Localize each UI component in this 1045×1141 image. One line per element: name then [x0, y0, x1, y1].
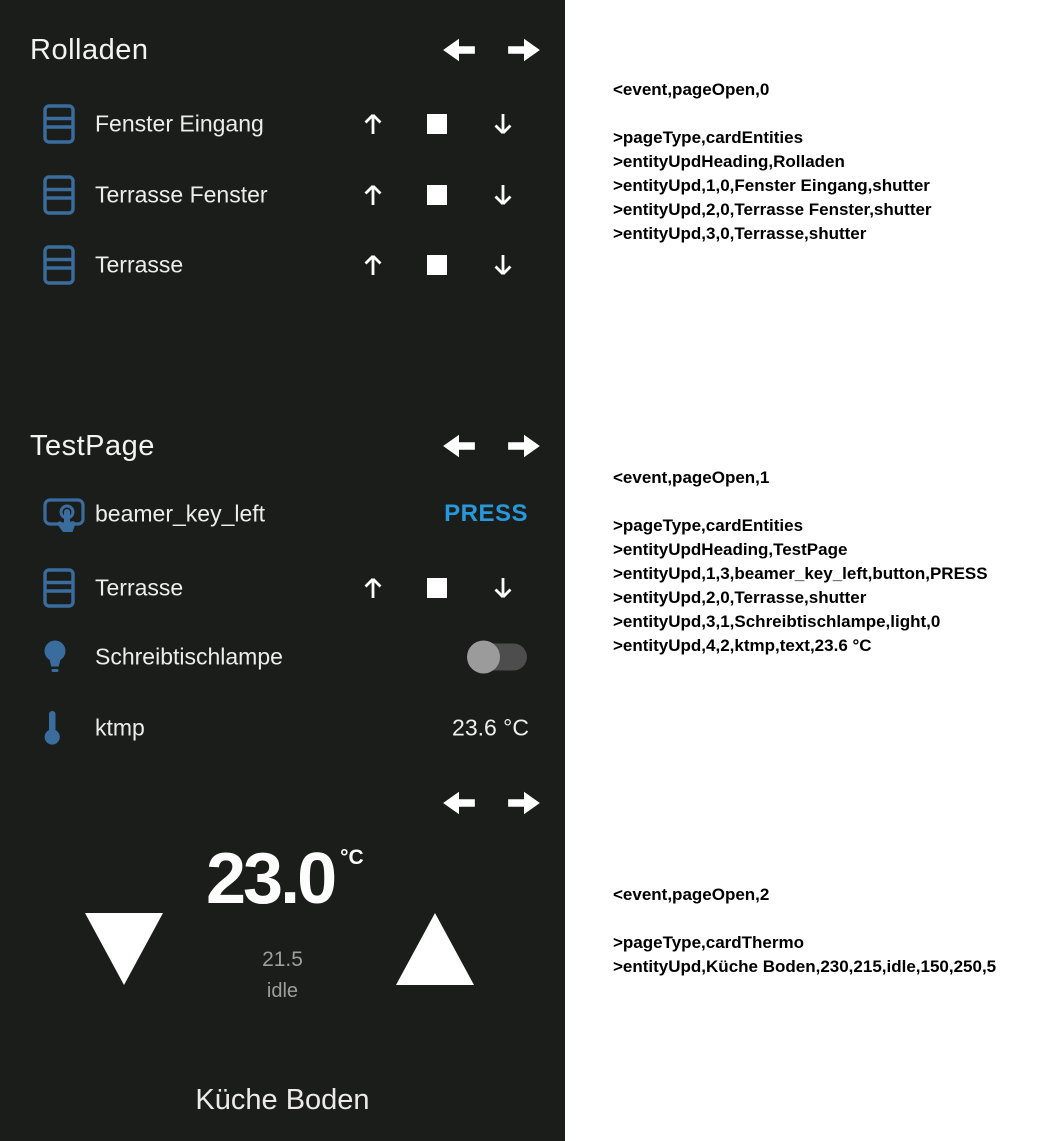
entity-label: Schreibtischlampe	[95, 643, 283, 670]
page-nav	[441, 432, 542, 460]
protocol-block-1	[613, 78, 1043, 246]
thermostat-title: Küche Boden	[195, 1084, 370, 1116]
protocol-line: >entityUpdHeading,TestPage	[613, 540, 848, 559]
nav-next-icon[interactable]	[506, 36, 542, 64]
shutter-down-button[interactable]	[489, 110, 517, 138]
entity-row	[0, 241, 565, 289]
protocol-block-3	[613, 883, 1043, 979]
card-header	[30, 28, 542, 72]
protocol-line: >pageType,cardEntities	[613, 516, 804, 535]
entity-label: Terrasse Fenster	[95, 181, 268, 208]
entity-row	[0, 564, 565, 612]
protocol-line: >entityUpd,Küche Boden,230,215,idle,150,250,5	[613, 957, 997, 976]
entity-label: Terrasse	[95, 251, 184, 278]
shutter-stop-button[interactable]	[427, 255, 447, 275]
shutter-stop-button[interactable]	[427, 114, 447, 134]
nav-prev-icon[interactable]	[441, 36, 477, 64]
window-shutter-icon	[42, 174, 76, 216]
entity-row	[0, 633, 565, 681]
protocol-line: <event,pageOpen,2	[613, 885, 770, 904]
entity-label: beamer_key_left	[95, 500, 266, 527]
protocol-line: >entityUpd,4,2,ktmp,text,23.6 °C	[613, 636, 872, 655]
entity-row	[0, 171, 565, 219]
shutter-stop-button[interactable]	[427, 185, 447, 205]
hvac-state: idle	[266, 980, 299, 1002]
protocol-line: >entityUpd,3,1,Schreibtischlampe,light,0	[613, 612, 941, 631]
nav-next-icon[interactable]	[506, 789, 542, 817]
protocol-line: >entityUpd,3,0,Terrasse,shutter	[613, 224, 867, 243]
page-nav	[441, 36, 542, 64]
window-shutter-icon	[42, 244, 76, 286]
lightbulb-icon	[42, 639, 68, 675]
shutter-down-button[interactable]	[489, 574, 517, 602]
toggle-knob[interactable]	[467, 641, 500, 674]
entity-label: Fenster Eingang	[95, 110, 264, 137]
entity-row	[0, 490, 565, 538]
shutter-stop-button[interactable]	[427, 578, 447, 598]
gesture-tap-button-icon	[42, 495, 86, 533]
card-header	[30, 424, 542, 468]
protocol-line: >entityUpdHeading,Rolladen	[613, 152, 845, 171]
shutter-down-button[interactable]	[489, 251, 517, 279]
page-nav	[441, 789, 542, 817]
current-temperature-value: 23.0	[206, 839, 335, 919]
nav-next-icon[interactable]	[506, 432, 542, 460]
protocol-line: >entityUpd,2,0,Terrasse Fenster,shutter	[613, 200, 932, 219]
target-temperature: 21.5	[262, 948, 303, 971]
sensor-value: 23.6 °C	[452, 714, 529, 741]
protocol-line: <event,pageOpen,0	[613, 80, 770, 99]
window-shutter-icon	[42, 567, 76, 609]
protocol-line: >pageType,cardThermo	[613, 933, 804, 952]
nav-prev-icon[interactable]	[441, 432, 477, 460]
thermometer-icon	[42, 709, 62, 747]
current-temperature	[206, 839, 364, 919]
protocol-line: >pageType,cardEntities	[613, 128, 804, 147]
window-shutter-icon	[42, 103, 76, 145]
entity-label: ktmp	[95, 714, 145, 741]
protocol-line: >entityUpd,2,0,Terrasse,shutter	[613, 588, 867, 607]
shutter-up-button[interactable]	[359, 110, 387, 138]
protocol-line: <event,pageOpen,1	[613, 468, 770, 487]
protocol-line: >entityUpd,1,3,beamer_key_left,button,PRESS	[613, 564, 988, 583]
page-title: TestPage	[30, 429, 155, 462]
shutter-up-button[interactable]	[359, 574, 387, 602]
light-toggle[interactable]	[469, 644, 527, 671]
entity-row	[0, 100, 565, 148]
shutter-down-button[interactable]	[489, 181, 517, 209]
page-title: Rolladen	[30, 33, 149, 66]
temperature-unit: °C	[340, 846, 364, 869]
protocol-block-2	[613, 466, 1043, 658]
press-button[interactable]: PRESS	[444, 500, 528, 527]
protocol-line: >entityUpd,1,0,Fenster Eingang,shutter	[613, 176, 930, 195]
entity-row	[0, 704, 565, 752]
shutter-up-button[interactable]	[359, 181, 387, 209]
nav-prev-icon[interactable]	[441, 789, 477, 817]
shutter-up-button[interactable]	[359, 251, 387, 279]
entity-label: Terrasse	[95, 574, 184, 601]
